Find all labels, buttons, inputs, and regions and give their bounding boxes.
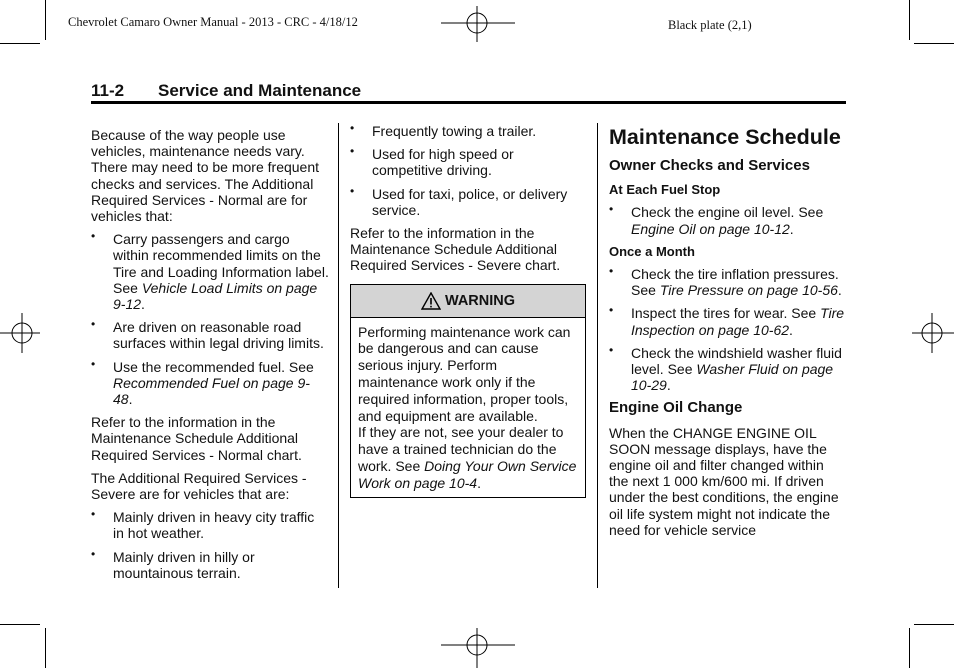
list-item: • Frequently towing a trailer.	[350, 121, 537, 139]
crop-mark	[914, 43, 954, 44]
registration-mark-icon	[912, 313, 954, 353]
crop-mark	[45, 0, 46, 40]
registration-mark-icon	[441, 6, 515, 42]
bullet-icon: •	[91, 356, 96, 371]
list-item: • Carry passengers and cargo within recommended limits on the Tire and Loading Information label. See Vehicle Load Limits on page 9-12.	[91, 229, 329, 313]
bullet-icon: •	[350, 121, 355, 135]
list-item: • Mainly driven in hilly or mountainous terrain.	[91, 546, 255, 581]
cross-reference[interactable]: Recommended Fuel on page 9-48	[113, 374, 310, 408]
list-item: • Mainly driven in heavy city traffic in hot weather.	[91, 507, 315, 542]
cross-reference[interactable]: Doing Your Own Service Work on page 10-4	[358, 458, 577, 491]
cross-reference[interactable]: Vehicle Load Limits on page 9-12	[113, 279, 318, 313]
bullet-list	[609, 266, 847, 393]
crop-mark	[914, 624, 954, 625]
header-rule	[91, 101, 846, 104]
column-divider	[338, 123, 339, 588]
bullet-icon: •	[609, 202, 614, 217]
crop-mark	[45, 628, 46, 668]
bullet-list	[91, 509, 329, 581]
registration-mark-icon	[0, 313, 40, 353]
bullet-icon: •	[91, 546, 96, 561]
bullet-list	[91, 231, 329, 407]
column-1	[91, 127, 329, 588]
column-3	[609, 125, 847, 545]
bullet-icon: •	[91, 229, 96, 244]
cross-reference[interactable]: Tire Inspection on page 10-62	[631, 305, 845, 338]
bullet-icon: •	[91, 317, 96, 332]
crop-mark	[0, 43, 40, 44]
crop-mark	[0, 624, 40, 625]
bullet-icon: •	[609, 342, 614, 357]
print-header-right: Black plate (2,1)	[668, 18, 752, 32]
section-heading	[91, 81, 361, 101]
warning-triangle-icon	[421, 292, 441, 310]
bullet-list	[350, 123, 586, 218]
list-item: • Inspect the tires for wear. See Tire Inspection on page 10-62.	[609, 303, 845, 338]
subheading: Engine Oil Change	[609, 399, 743, 417]
paragraph: Because of the way people use vehicles, maintenance needs vary. There may need to be more frequent checks and services. The Additional Required Services - Normal are for vehicles that:	[91, 127, 320, 225]
warning-text: If they are not, see your dealer to have a trained technician do the work. See Doing Your Own Service Work on page 10-4.	[358, 424, 577, 491]
page-number: 11-2	[91, 81, 125, 100]
cross-reference[interactable]: Tire Pressure on page 10-56	[659, 282, 838, 299]
bullet-icon: •	[350, 183, 355, 198]
bullet-icon: •	[609, 303, 614, 318]
warning-header	[351, 285, 585, 318]
bullet-icon: •	[609, 264, 614, 279]
paragraph: Refer to the information in the Maintenance Schedule Additional Required Services - Normal chart.	[91, 414, 302, 463]
subheading: Owner Checks and Services	[609, 157, 810, 174]
crop-mark	[909, 628, 910, 668]
bullet-icon: •	[91, 507, 96, 522]
list-item: • Used for taxi, police, or delivery service.	[350, 183, 568, 218]
crop-mark	[909, 0, 910, 40]
cross-reference[interactable]: Engine Oil on page 10-12	[631, 220, 790, 237]
list-item: • Check the tire inflation pressures. See Tire Pressure on page 10-56.	[609, 264, 842, 299]
print-header-left: Chevrolet Camaro Owner Manual - 2013 - CRC - 4/18/12	[68, 15, 358, 29]
list-item: • Use the recommended fuel. See Recommended Fuel on page 9-48.	[91, 356, 314, 408]
column-divider	[597, 123, 598, 588]
section-title: Service and Maintenance	[158, 81, 362, 100]
paragraph: When the CHANGE ENGINE OIL SOON message displays, have the engine oil and filter changed within the next 1 000 km/600 mi. If driven under the best conditions, the engine oil life system might not indicate the need for vehicle service	[609, 424, 839, 538]
warning-body	[351, 318, 585, 497]
paragraph: The Additional Required Services - Severe are for vehicles that are:	[91, 469, 307, 503]
chapter-title: Maintenance Schedule	[609, 125, 841, 149]
list-item: • Used for high speed or competitive driving.	[350, 144, 514, 179]
registration-mark-icon	[441, 628, 515, 668]
bullet-list	[609, 204, 847, 236]
warning-title: WARNING	[444, 292, 516, 309]
paragraph: Refer to the information in the Maintenance Schedule Additional Required Services - Severe chart.	[350, 225, 561, 274]
bullet-icon: •	[350, 144, 355, 159]
minor-heading: At Each Fuel Stop	[609, 182, 721, 198]
minor-heading: Once a Month	[609, 243, 695, 259]
warning-box	[350, 284, 586, 498]
warning-text: Performing maintenance work can be dangerous and can cause serious injury. Perform maintenance work only if the required information, proper tools, and equipment are available.	[358, 323, 571, 424]
list-item: • Check the windshield washer fluid level. See Washer Fluid on page 10-29.	[609, 342, 842, 394]
column-2	[350, 123, 586, 498]
list-item: • Are driven on reasonable road surfaces within legal driving limits.	[91, 317, 324, 352]
list-item: • Check the engine oil level. See Engine Oil on page 10-12.	[609, 202, 824, 237]
cross-reference[interactable]: Washer Fluid on page 10-29	[631, 361, 834, 394]
